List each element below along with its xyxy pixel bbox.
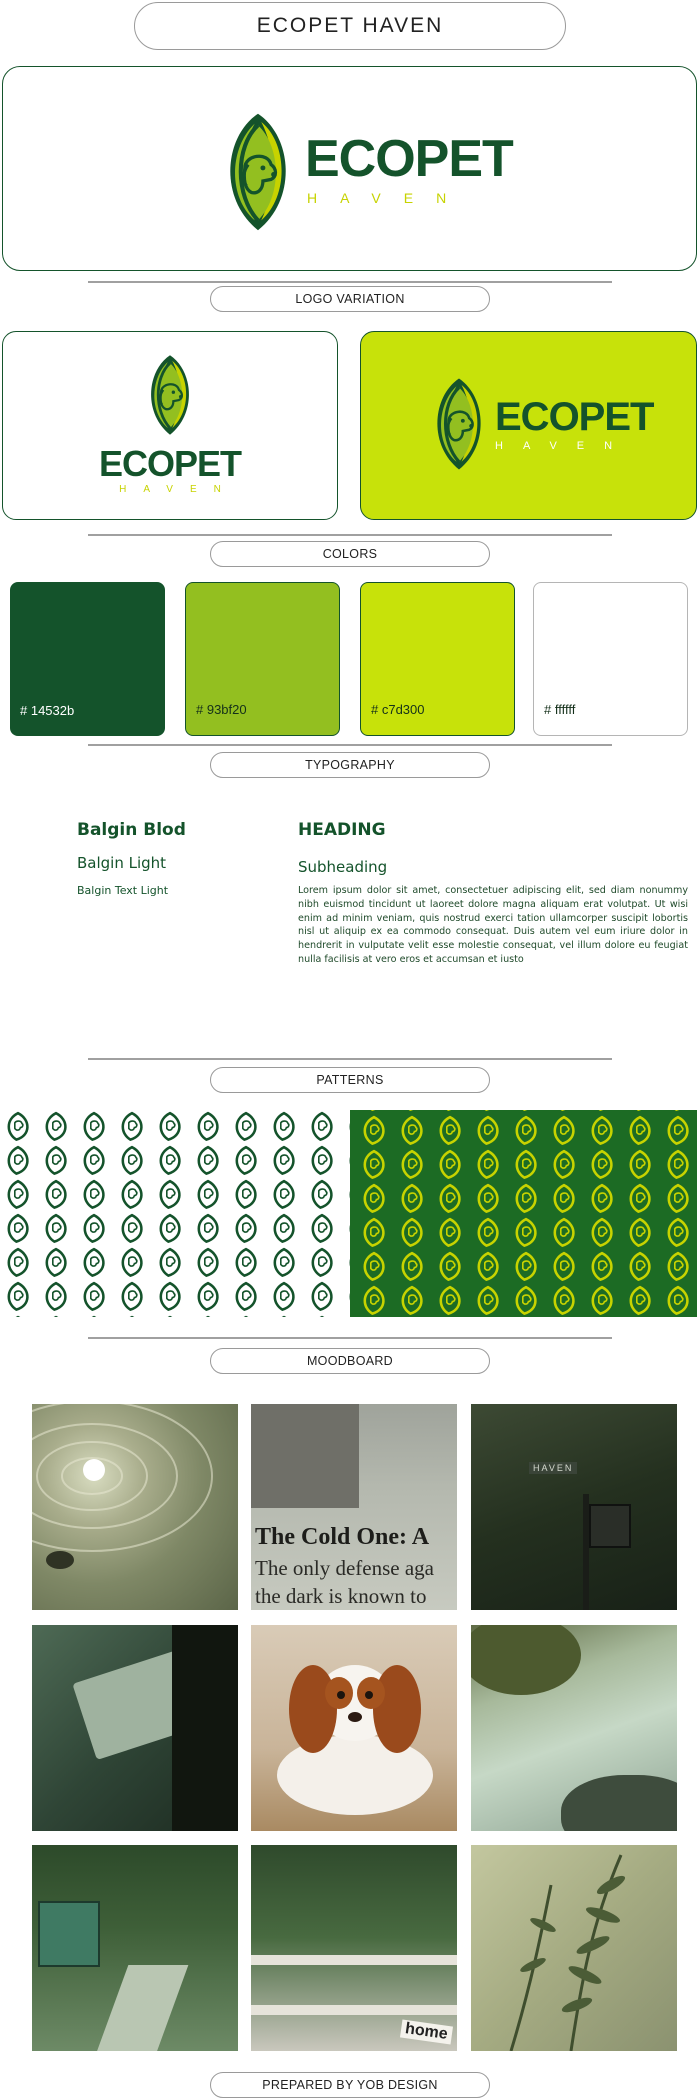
divider — [88, 281, 612, 283]
divider — [88, 534, 612, 536]
fern-graphic — [471, 1845, 677, 2051]
color-swatch-lime — [360, 582, 515, 736]
color-hex-label: # c7d300 — [371, 702, 425, 717]
leaf-dog-logo-icon — [427, 370, 491, 478]
footer-credit: PREPARED BY YOB DESIGN — [210, 2072, 490, 2098]
dog-graphic — [251, 1625, 457, 1831]
tram — [38, 1901, 100, 1967]
book-body-line: The only defense aga — [255, 1556, 435, 1580]
submerged-rock — [561, 1775, 677, 1831]
color-hex-label: # 14532b — [20, 703, 75, 718]
pattern-white — [0, 1110, 350, 1317]
crosswalk-signal — [589, 1504, 631, 1548]
page-title: ECOPET HAVEN — [134, 2, 566, 50]
typography-subheading-sample: Subheading — [298, 858, 388, 876]
typography-body-sample: Lorem ipsum dolor sit amet, consectetuer adipiscing elit, sed diam nonummy nibh euismod tincidunt ut laoreet dolore magna aliquam erat volutpat. Ut wisi enim ad minim veniam, quis nostrud exerci tation ullamcorper suscipit lobortis nisl ut aliquip ex ea commodo consequat. Duis autem vel eum iriure dolor in hendrerit in vulputate velit esse molestie consequat, vel illum dolore eu feugiat nulla facilisis at vero eros et accumsan et iusto — [298, 885, 688, 965]
divider — [88, 1337, 612, 1339]
section-label-typography: TYPOGRAPHY — [210, 752, 490, 778]
logo-tagline: HAVEN — [307, 190, 470, 206]
book-title-text: The Cold One: A — [255, 1524, 430, 1550]
color-hex-label: # 93bf20 — [196, 702, 247, 717]
path — [96, 1965, 189, 2051]
primary-logo — [217, 103, 513, 241]
logo-wordmark: ECOPET — [98, 443, 242, 484]
shelf — [251, 1955, 457, 1965]
font-name-light: Balgin Light — [77, 854, 167, 872]
color-swatch-leaf-green — [185, 582, 340, 736]
logo-variation-lime-card — [360, 331, 697, 520]
horizontal-logo — [427, 370, 653, 478]
logo-wordmark: ECOPET — [305, 130, 513, 188]
stacked-logo — [3, 348, 337, 495]
moodboard-photo-reading — [32, 1625, 238, 1831]
color-swatch-white — [533, 582, 688, 736]
font-name-bold: Balgin Blod — [77, 820, 186, 840]
section-label-colors: COLORS — [210, 541, 490, 567]
moodboard-photo-shallow-water — [471, 1625, 677, 1831]
section-label-moodboard: MOODBOARD — [210, 1348, 490, 1374]
moodboard-photo-fern — [471, 1845, 677, 2051]
moodboard-photo-ivy-street — [471, 1404, 677, 1610]
font-name-text-light: Balgin Text Light — [77, 884, 169, 897]
moodboard-photo-dog — [251, 1625, 457, 1831]
moodboard-photo-plant-shop — [251, 1845, 457, 2051]
logo-variation-white-card — [2, 331, 338, 520]
book-body-line: the dark is known to — [255, 1584, 427, 1608]
leaf-pattern-graphic — [350, 1110, 697, 1317]
water-ripples-graphic — [32, 1404, 238, 1610]
section-label-logo-variation: LOGO VARIATION — [210, 286, 490, 312]
leaf-dog-logo-icon — [142, 348, 198, 442]
color-hex-label: # ffffff — [544, 702, 576, 717]
figure-silhouette — [172, 1625, 238, 1831]
divider — [88, 1058, 612, 1060]
color-swatch-dark-green — [10, 582, 165, 736]
moodboard-photo-pond — [32, 1404, 238, 1610]
shelf — [251, 2005, 457, 2015]
section-label-patterns: PATTERNS — [210, 1067, 490, 1093]
logo-wordmark: ECOPET — [495, 394, 654, 439]
leaf-pattern-graphic — [0, 1110, 350, 1317]
pattern-green — [350, 1110, 697, 1317]
logo-tagline: HAVEN — [119, 484, 238, 495]
moodboard-photo-book-page — [251, 1404, 457, 1610]
shop-sign: home — [400, 2020, 453, 2045]
typography-heading-sample: HEADING — [298, 820, 386, 840]
illustration-block — [251, 1404, 359, 1508]
logo-tagline: HAVEN — [495, 439, 633, 452]
street-sign: HAVEN — [529, 1462, 577, 1474]
divider — [88, 744, 612, 746]
leaf-dog-logo-icon — [217, 103, 299, 241]
main-logo-card — [2, 66, 697, 271]
moodboard-photo-tram — [32, 1845, 238, 2051]
mossy-rock — [471, 1625, 581, 1695]
